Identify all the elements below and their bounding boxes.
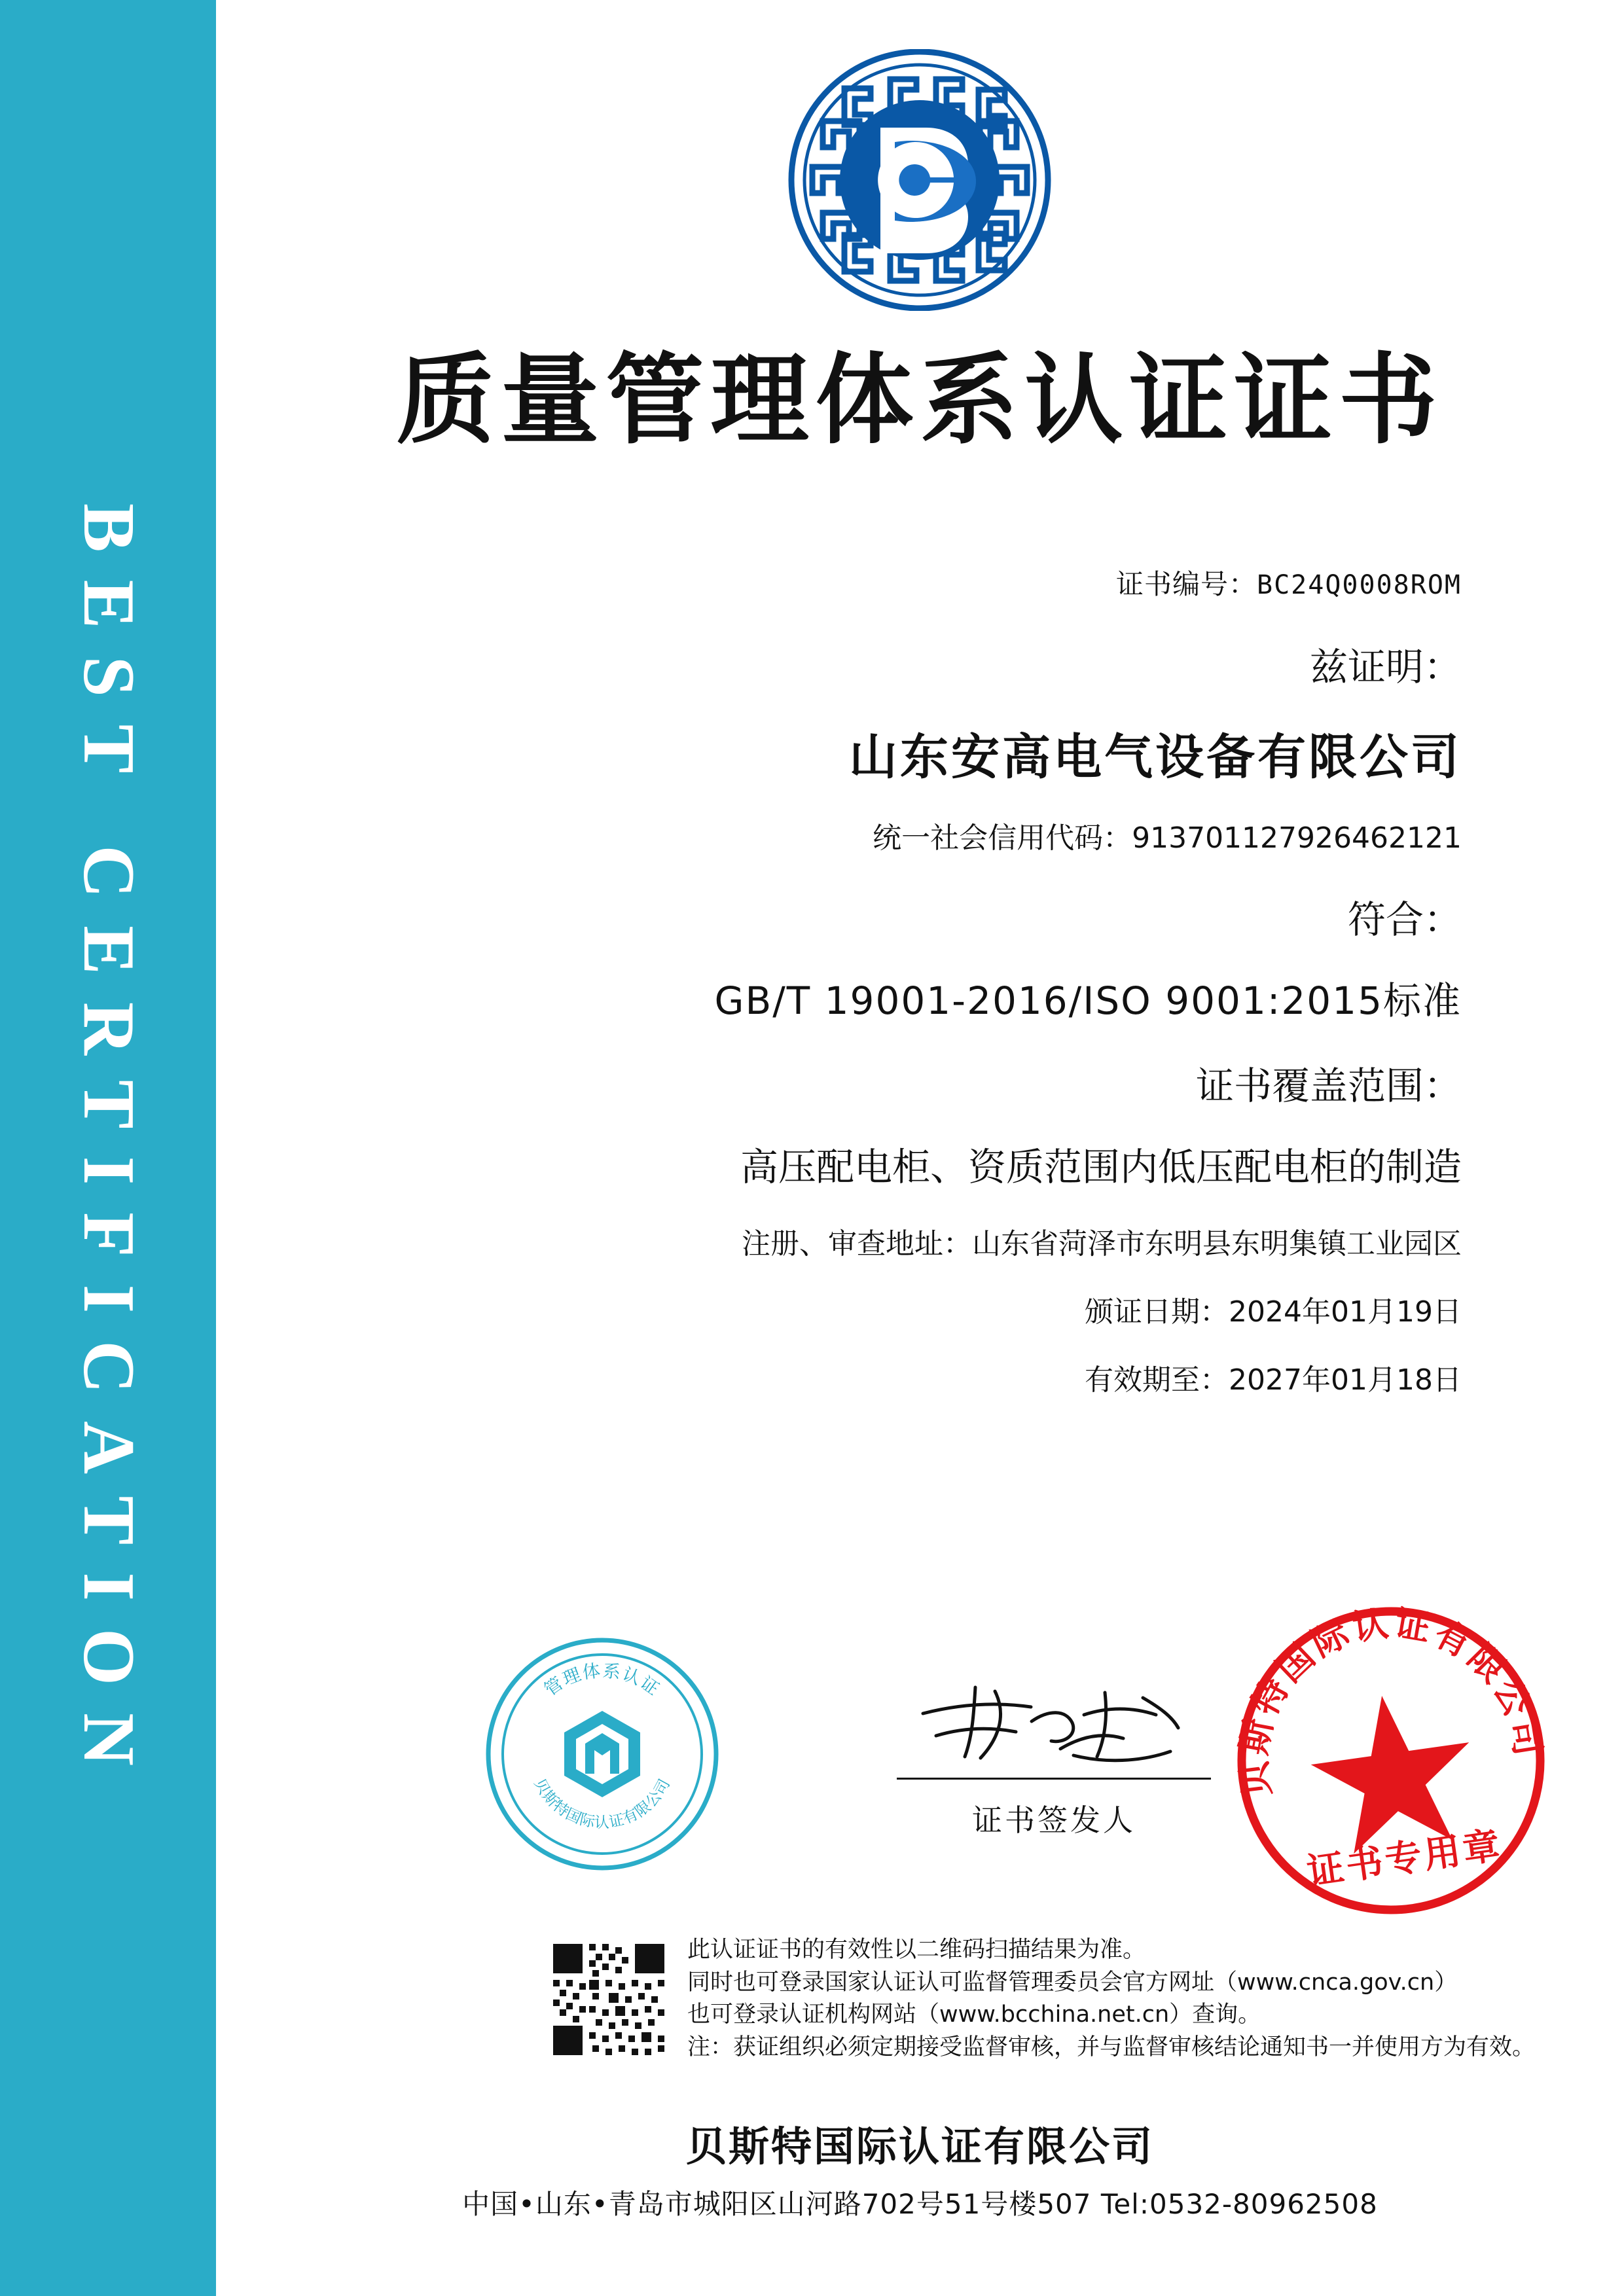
side-band-text: BEST CERTIFICATION [67,503,149,1793]
standard-value: GB/T 19001-2016/ISO 9001:2015标准 [714,978,1462,1023]
note-line-2: 同时也可登录国家认证认可监督管理委员会官方网址（www.cnca.gov.cn） [687,1969,1458,1996]
note-line-4: 注：获证组织必须定期接受监督审核，并与监督审核结论通知书一并使用方为有效。 [687,2034,1536,2061]
registered-address: 注册、审查地址：山东省菏泽市东明县东明集镇工业园区 [742,1227,1462,1261]
company-name: 山东安高电气设备有限公司 [849,729,1462,785]
seal-top-text: 管理体系认证 [541,1660,664,1700]
qr-code-icon[interactable] [550,1941,668,2058]
signature-rule [897,1778,1211,1780]
credit-code: 统一社会信用代码：913701127926462121 [873,821,1462,855]
certificate-number-label: 证书编号： [1116,568,1257,600]
page-title: 质量管理体系认证证书 [396,344,1444,457]
handwritten-signature-icon [897,1676,1211,1774]
bc-monogram-logo-icon [782,49,1057,311]
seal-bottom-text: 贝斯特国际认证有限公司 [530,1776,674,1831]
qr-code[interactable] [550,1941,668,2058]
stamp-arc-text: 贝斯特国际认证有限公司 [1233,1602,1549,1799]
certificate-number-row [216,563,1624,602]
issue-date: 颁证日期：2024年01月19日 [1085,1295,1462,1329]
signature-caption: 证书签发人 [972,1803,1136,1838]
scope-label: 证书覆盖范围： [1195,1064,1462,1108]
certificate-fields [216,563,1624,1398]
accreditation-seal-icon [484,1636,720,1872]
footer-address: 中国•山东•青岛市城阳区山河路702号51号楼507 Tel:0532-80962508 [462,2188,1378,2220]
svg-text:管理体系认证 [541,1660,663,1700]
certificate-body [216,0,1624,2296]
company-red-stamp [1227,1597,1555,1924]
company-red-stamp-icon [1227,1597,1555,1924]
validity-notes [687,1934,1623,2064]
bc-logo [782,49,1057,311]
scope-value: 高压配电柜、资质范围内低压配电柜的制造 [740,1145,1462,1189]
signature-block [871,1676,1237,1840]
valid-until-date: 有效期至：2027年01月18日 [1085,1363,1462,1397]
stamp-bottom-text: 证书专用章 [1305,1823,1506,1894]
footer-company-name: 贝斯特国际认证有限公司 [685,2123,1154,2170]
hereby-label: 兹证明： [1309,645,1462,689]
conform-label: 符合： [1347,897,1462,942]
side-band-text-wrap [0,0,216,2296]
accreditation-seal [484,1636,720,1872]
certificate-number-value: BC24Q0008ROM [1257,570,1462,600]
note-line-1: 此认证证书的有效性以二维码扫描结果为准。 [687,1937,1146,1963]
note-line-3: 也可登录认证机构网站（www.bcchina.net.cn）查询。 [687,2001,1261,2028]
